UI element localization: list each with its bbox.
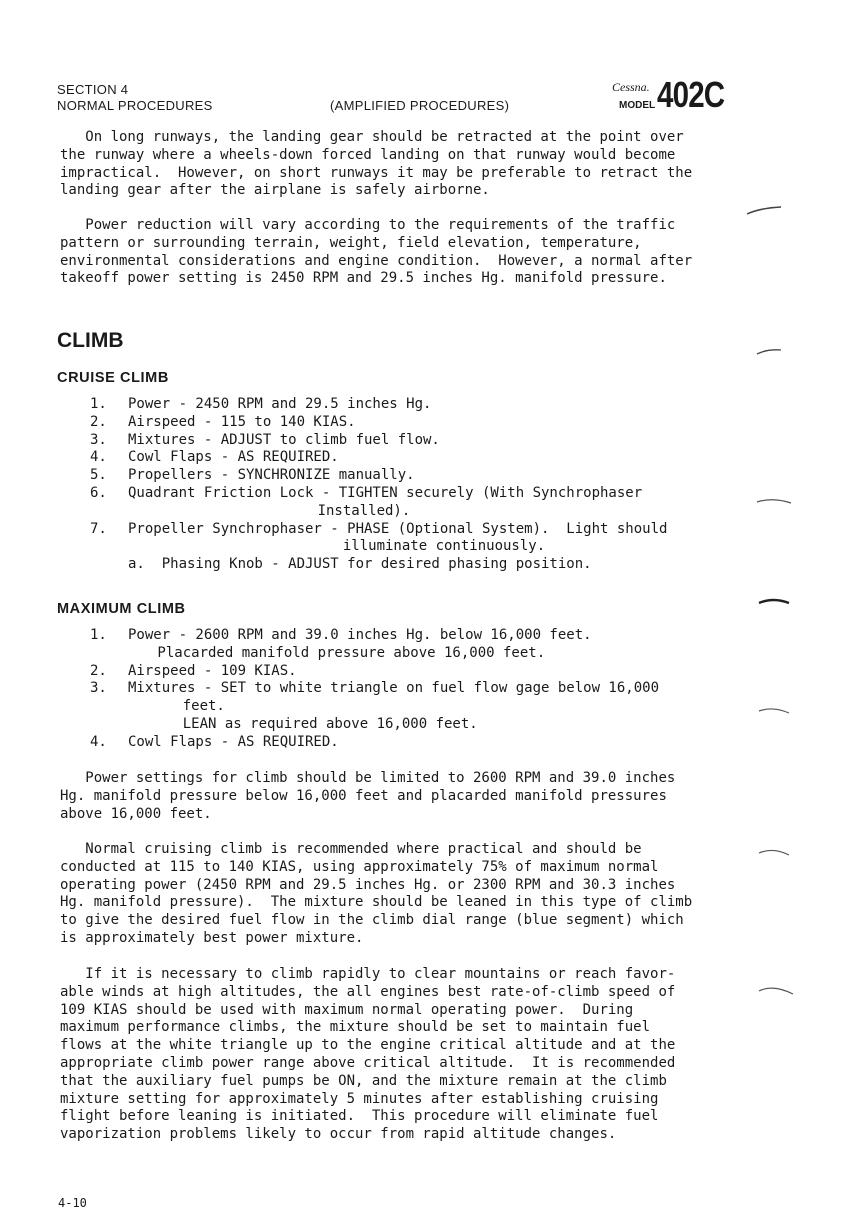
list-item: 1. Power - 2600 RPM and 39.0 inches Hg. below 16,000 feet. Placarded manifold pressure above 16,000 feet. [90,627,592,661]
page-number: 4-10 [58,1196,87,1210]
maximum-climb-list [90,627,659,752]
list-subitem: a. Phasing Knob - ADJUST for desired phasing position. [128,556,592,573]
margin-mark [755,493,795,507]
climb-heading: CLIMB [57,329,124,352]
model-label: MODEL [619,100,656,111]
list-item: 3. Mixtures - SET to white triangle on fuel flow gage below 16,000 feet. LEAN as required above 16,000 feet. [90,680,660,732]
margin-mark [757,595,793,609]
maximum-climb-heading: MAXIMUM CLIMB [57,601,186,617]
paragraph-power-reduction: Power reduction will vary according to the requirements of the traffic pattern or surrounding terrain, weight, field elevation, temperature, environmental considerations and engine condition. However, a normal after takeoff power setting is 2450 RPM and 29.5 inches Hg. manifold pressure. [60,217,693,287]
margin-mark [757,980,797,996]
margin-mark [757,842,793,858]
margin-mark [745,200,785,218]
margin-mark [755,345,785,357]
list-item: 7. Propeller Synchrophaser - PHASE (Optional System). Light should illuminate continuously. [90,520,668,555]
list-item: 3. Mixtures - ADJUST to climb fuel flow. [90,431,440,448]
paragraph-rapid-climb: If it is necessary to climb rapidly to clear mountains or reach favor- able winds at high altitudes, the all engines best rate-of-climb speed of 109 KIAS should be used with maximum normal operating power. During maximum performance climbs, the mixture should be set to maintain fuel flows at the white triangle up to the engine critical altitude and at the appropriate climb power range above critical altitude. It is recommended that the auxiliary fuel pumps be ON, and the mixture remain at the climb mixture setting for approximately 5 minutes after establishing cruising flight before leaning is initiated. This procedure will eliminate fuel vaporization problems likely to occur from rapid altitude changes. [60,966,676,1143]
paragraph-power-settings: Power settings for climb should be limited to 2600 RPM and 39.0 inches Hg. manifold pressure below 16,000 feet and placarded manifold pressures above 16,000 feet. [60,770,676,822]
list-item: 2. Airspeed - 109 KIAS. [90,662,297,679]
list-item: 4. Cowl Flaps - AS REQUIRED. [90,449,339,466]
brand-logo: Cessna. [612,80,650,94]
cruise-climb-heading: CRUISE CLIMB [57,370,169,386]
section-title: NORMAL PROCEDURES [57,98,213,113]
section-label: SECTION 4 [57,82,129,97]
list-item: 5. Propellers - SYNCHRONIZE manually. [90,467,415,484]
paragraph-normal-cruising-climb: Normal cruising climb is recommended where practical and should be conducted at 115 to 140 KIAS, using approximately 75% of maximum normal operating power (2450 RPM and 29.5 inches Hg. or 2300 RPM and 30.3 inches Hg. manifold pressure). The mixture should be leaned in this type of climb to give the desired fuel flow in the climb dial range (blue segment) which is approximately best power mixture. [60,841,693,946]
list-item: 4. Cowl Flaps - AS REQUIRED. [90,733,339,750]
section-subtitle: (AMPLIFIED PROCEDURES) [330,98,510,113]
model-number: 402C [657,74,725,115]
list-item: 1. Power - 2450 RPM and 29.5 inches Hg. [90,396,432,412]
paragraph-gear-retraction: On long runways, the landing gear should be retracted at the point over the runway where a wheels-down forced landing on that runway would become impractical. However, on short runways it may be preferable to retract the landing gear after the airplane is safely airborne. [60,129,693,199]
margin-mark [757,702,793,716]
list-item: 2. Airspeed - 115 to 140 KIAS. [90,413,356,430]
cruise-climb-list [90,396,667,574]
list-item: 6. Quadrant Friction Lock - TIGHTEN securely (With Synchrophaser Installed). [90,484,643,519]
